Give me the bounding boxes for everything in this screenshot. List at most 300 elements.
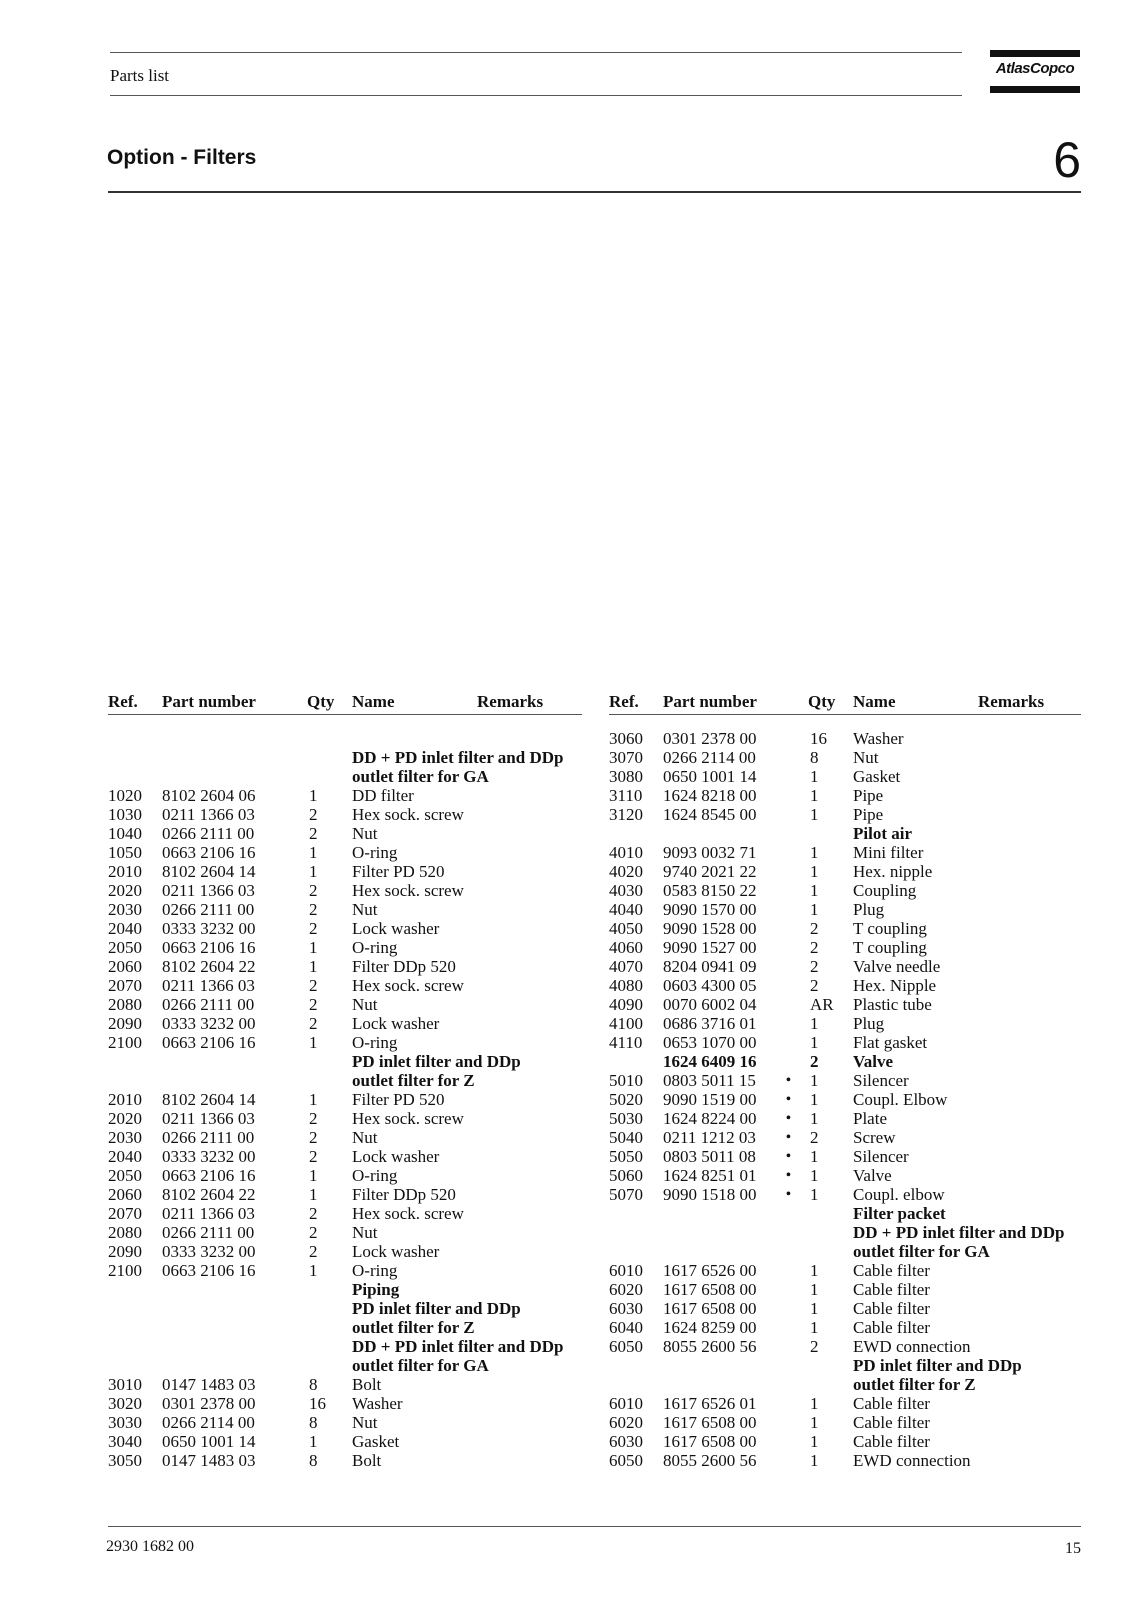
ref-cell: 5040: [609, 1128, 643, 1147]
qty-cell: 2: [309, 824, 318, 843]
part-number-cell: 0070 6002 04: [663, 995, 757, 1014]
part-number-cell: 0803 5011 08: [663, 1147, 756, 1166]
ref-cell: 3120: [609, 805, 643, 824]
part-number-cell: 0686 3716 01: [663, 1014, 757, 1033]
name-cell: Lock washer: [352, 1014, 440, 1033]
col-qty-header: Qty: [307, 692, 335, 711]
name-cell: Cable filter: [853, 1394, 930, 1413]
title-rule: [108, 191, 1081, 193]
table-row: [609, 843, 1081, 862]
part-number-cell: 0663 2106 16: [162, 1033, 256, 1052]
header-rule-bottom: [110, 95, 962, 96]
part-number-cell: 0147 1483 03: [162, 1375, 256, 1394]
qty-cell: 1: [810, 843, 819, 862]
ref-cell: 2050: [108, 1166, 142, 1185]
table-row: [108, 976, 582, 995]
table-row: [609, 1413, 1081, 1432]
ref-cell: 2020: [108, 881, 142, 900]
table-row: [609, 1280, 1081, 1299]
table-row: [609, 1014, 1081, 1033]
qty-cell: 1: [309, 1166, 318, 1185]
name-cell: DD + PD inlet filter and DDp: [853, 1223, 1065, 1242]
qty-cell: 1: [810, 862, 819, 881]
table-row: [108, 1356, 582, 1375]
name-cell: DD + PD inlet filter and DDp: [352, 1337, 564, 1356]
ref-cell: 6030: [609, 1299, 643, 1318]
table-row: [108, 843, 582, 862]
qty-cell: 1: [810, 1413, 819, 1432]
ref-cell: 2030: [108, 900, 142, 919]
ref-cell: 6010: [609, 1394, 643, 1413]
table-row: [609, 729, 1081, 748]
name-cell: Nut: [352, 824, 378, 843]
table-row: [609, 748, 1081, 767]
name-cell: Cable filter: [853, 1261, 930, 1280]
qty-cell: 2: [309, 805, 318, 824]
part-number-cell: 9093 0032 71: [663, 843, 757, 862]
bullet-mark: •: [786, 1092, 791, 1107]
part-number-cell: 1617 6508 00: [663, 1413, 757, 1432]
table-row: [108, 1280, 582, 1299]
ref-cell: 3010: [108, 1375, 142, 1394]
page-title: Option - Filters: [107, 146, 257, 169]
qty-cell: 2: [309, 1128, 318, 1147]
name-cell: Plug: [853, 1014, 885, 1033]
right-parts-table: [609, 729, 1081, 1470]
bullet-mark: •: [786, 1111, 791, 1126]
qty-cell: 16: [309, 1394, 326, 1413]
ref-cell: 2010: [108, 862, 142, 881]
table-row: [108, 1204, 582, 1223]
table-row: [609, 1033, 1081, 1052]
table-row: [108, 1261, 582, 1280]
name-cell: Flat gasket: [853, 1033, 928, 1052]
name-cell: EWD connection: [853, 1337, 971, 1356]
ref-cell: 5020: [609, 1090, 643, 1109]
table-row: [609, 919, 1081, 938]
ref-cell: 4090: [609, 995, 643, 1014]
qty-cell: 2: [810, 919, 819, 938]
ref-cell: 3060: [609, 729, 643, 748]
table-row: [108, 1071, 582, 1090]
left-parts-table: [108, 729, 582, 1470]
bullet-mark: •: [786, 1168, 791, 1183]
table-row: [609, 1394, 1081, 1413]
ref-cell: 2010: [108, 1090, 142, 1109]
footer-rule: [108, 1526, 1081, 1527]
table-row: [609, 1071, 1081, 1090]
name-cell: Cable filter: [853, 1299, 930, 1318]
name-cell: Nut: [853, 748, 879, 767]
ref-cell: 2050: [108, 938, 142, 957]
table-row: [609, 1090, 1081, 1109]
qty-cell: 2: [309, 1223, 318, 1242]
name-cell: Plate: [853, 1109, 887, 1128]
ref-cell: 4030: [609, 881, 643, 900]
col-part-header: Part number: [162, 692, 256, 711]
part-number-cell: 0266 2111 00: [162, 900, 255, 919]
name-cell: Silencer: [853, 1147, 909, 1166]
part-number-cell: 0803 5011 15: [663, 1071, 756, 1090]
table-row: [108, 862, 582, 881]
qty-cell: 2: [810, 957, 819, 976]
ref-cell: 1020: [108, 786, 142, 805]
table-row: [609, 995, 1081, 1014]
name-cell: Filter DDp 520: [352, 957, 456, 976]
qty-cell: 2: [810, 1337, 819, 1356]
part-number-cell: 0301 2378 00: [663, 729, 757, 748]
logo-bar-top: [990, 50, 1080, 57]
name-cell: outlet filter for Z: [352, 1318, 475, 1337]
ref-cell: 3110: [609, 786, 643, 805]
qty-cell: 1: [810, 1090, 819, 1109]
qty-cell: 2: [309, 881, 318, 900]
name-cell: Piping: [352, 1280, 400, 1299]
part-number-cell: 1624 8224 00: [663, 1109, 757, 1128]
qty-cell: 2: [810, 976, 819, 995]
name-cell: outlet filter for GA: [352, 1356, 489, 1375]
ref-cell: 5030: [609, 1109, 643, 1128]
ref-cell: 5010: [609, 1071, 643, 1090]
name-cell: Plastic tube: [853, 995, 932, 1014]
ref-cell: 2060: [108, 957, 142, 976]
table-row: [108, 1451, 582, 1470]
qty-cell: 8: [309, 1413, 318, 1432]
qty-cell: 2: [309, 995, 318, 1014]
col-remarks-header: Remarks: [978, 692, 1045, 711]
part-number-cell: 0211 1366 03: [162, 1204, 255, 1223]
name-cell: T coupling: [853, 938, 927, 957]
ref-cell: 6020: [609, 1280, 643, 1299]
ref-cell: 5050: [609, 1147, 643, 1166]
table-row: [108, 1166, 582, 1185]
table-row: [609, 1223, 1081, 1242]
table-row: [108, 957, 582, 976]
qty-cell: 1: [810, 1033, 819, 1052]
name-cell: Hex sock. screw: [352, 1204, 464, 1223]
name-cell: Nut: [352, 1128, 378, 1147]
ref-cell: 4070: [609, 957, 643, 976]
name-cell: Coupl. Elbow: [853, 1090, 948, 1109]
part-number-cell: 8102 2604 22: [162, 957, 256, 976]
name-cell: Cable filter: [853, 1280, 930, 1299]
qty-cell: 2: [309, 919, 318, 938]
part-number-cell: 0663 2106 16: [162, 938, 256, 957]
ref-cell: 4110: [609, 1033, 643, 1052]
ref-cell: 1040: [108, 824, 142, 843]
qty-cell: 1: [810, 1318, 819, 1337]
ref-cell: 3070: [609, 748, 643, 767]
part-number-cell: 8102 2604 14: [162, 862, 256, 881]
page-number: 15: [1065, 1540, 1081, 1557]
qty-cell: 1: [810, 805, 819, 824]
part-number-cell: 1624 6409 16: [663, 1052, 757, 1071]
part-number-cell: 1617 6508 00: [663, 1299, 757, 1318]
qty-cell: 2: [309, 1147, 318, 1166]
part-number-cell: 9090 1528 00: [663, 919, 757, 938]
name-cell: Lock washer: [352, 919, 440, 938]
ref-cell: 2090: [108, 1242, 142, 1261]
qty-cell: 1: [810, 1185, 819, 1204]
name-cell: Bolt: [352, 1375, 382, 1394]
table-row: [609, 1185, 1081, 1204]
qty-cell: 8: [309, 1375, 318, 1394]
name-cell: Cable filter: [853, 1413, 930, 1432]
name-cell: T coupling: [853, 919, 927, 938]
part-number-cell: 9090 1518 00: [663, 1185, 757, 1204]
part-number-cell: 0301 2378 00: [162, 1394, 256, 1413]
qty-cell: 8: [810, 748, 819, 767]
name-cell: O-ring: [352, 1261, 398, 1280]
name-cell: Cable filter: [853, 1318, 930, 1337]
qty-cell: 1: [309, 843, 318, 862]
part-number-cell: 0211 1366 03: [162, 881, 255, 900]
ref-cell: 2080: [108, 1223, 142, 1242]
qty-cell: 1: [810, 1071, 819, 1090]
part-number-cell: 0211 1212 03: [663, 1128, 756, 1147]
table-row: [609, 1432, 1081, 1451]
qty-cell: 1: [810, 900, 819, 919]
ref-cell: 2060: [108, 1185, 142, 1204]
name-cell: Filter PD 520: [352, 862, 445, 881]
part-number-cell: 8102 2604 14: [162, 1090, 256, 1109]
part-number-cell: 9090 1570 00: [663, 900, 757, 919]
qty-cell: 1: [309, 1090, 318, 1109]
qty-cell: 1: [309, 786, 318, 805]
table-row: [108, 729, 582, 748]
table-row: [108, 786, 582, 805]
part-number-cell: 0266 2111 00: [162, 995, 255, 1014]
qty-cell: 1: [810, 1166, 819, 1185]
table-row: [609, 1337, 1081, 1356]
ref-cell: 4010: [609, 843, 643, 862]
ref-cell: 3080: [609, 767, 643, 786]
table-row: [609, 1299, 1081, 1318]
ref-cell: 6040: [609, 1318, 643, 1337]
name-cell: Hex sock. screw: [352, 881, 464, 900]
table-row: [108, 1128, 582, 1147]
table-row: [609, 881, 1081, 900]
ref-cell: 4100: [609, 1014, 643, 1033]
table-row: [609, 1356, 1081, 1375]
part-number-cell: 1624 8259 00: [663, 1318, 757, 1337]
part-number-cell: 1617 6526 00: [663, 1261, 757, 1280]
name-cell: Coupling: [853, 881, 917, 900]
table-row: [108, 1109, 582, 1128]
part-number-cell: 0663 2106 16: [162, 843, 256, 862]
qty-cell: 1: [810, 767, 819, 786]
ref-cell: 6020: [609, 1413, 643, 1432]
part-number-cell: 1617 6508 00: [663, 1432, 757, 1451]
table-row: [108, 881, 582, 900]
col-qty-header: Qty: [808, 692, 836, 711]
table-row: [108, 1413, 582, 1432]
ref-cell: 4040: [609, 900, 643, 919]
table-row: [609, 1052, 1081, 1071]
name-cell: Cable filter: [853, 1432, 930, 1451]
name-cell: Valve: [853, 1166, 892, 1185]
table-row: [609, 938, 1081, 957]
part-number-cell: 0211 1366 03: [162, 976, 255, 995]
ref-cell: 2080: [108, 995, 142, 1014]
qty-cell: 1: [309, 938, 318, 957]
table-row: [609, 900, 1081, 919]
qty-cell: 2: [309, 1109, 318, 1128]
name-cell: Filter packet: [853, 1204, 946, 1223]
part-number-cell: 0333 3232 00: [162, 1014, 256, 1033]
part-number-cell: 0583 8150 22: [663, 881, 757, 900]
ref-cell: 2070: [108, 1204, 142, 1223]
part-number-cell: 1617 6508 00: [663, 1280, 757, 1299]
name-cell: Silencer: [853, 1071, 909, 1090]
name-cell: O-ring: [352, 938, 398, 957]
part-number-cell: 8102 2604 06: [162, 786, 256, 805]
qty-cell: 1: [810, 786, 819, 805]
ref-cell: 3020: [108, 1394, 142, 1413]
name-cell: Mini filter: [853, 843, 924, 862]
name-cell: Lock washer: [352, 1242, 440, 1261]
table-row: [609, 824, 1081, 843]
table-row: [609, 1204, 1081, 1223]
part-number-cell: 0333 3232 00: [162, 1242, 256, 1261]
table-row: [609, 1109, 1081, 1128]
table-row: [108, 1147, 582, 1166]
name-cell: PD inlet filter and DDp: [352, 1299, 521, 1318]
qty-cell: 8: [309, 1451, 318, 1470]
qty-cell: 2: [810, 1128, 819, 1147]
name-cell: outlet filter for Z: [853, 1375, 976, 1394]
table-row: [108, 995, 582, 1014]
name-cell: O-ring: [352, 843, 398, 862]
part-number-cell: 1624 8251 01: [663, 1166, 757, 1185]
ref-cell: 4080: [609, 976, 643, 995]
part-number-cell: 8102 2604 22: [162, 1185, 256, 1204]
table-row: [609, 805, 1081, 824]
part-number-cell: 0266 2111 00: [162, 1223, 255, 1242]
table-row: [609, 1375, 1081, 1394]
part-number-cell: 0266 2111 00: [162, 1128, 255, 1147]
name-cell: Nut: [352, 900, 378, 919]
name-cell: Gasket: [853, 767, 901, 786]
table-row: [108, 1375, 582, 1394]
table-row: [108, 767, 582, 786]
part-number-cell: 0650 1001 14: [162, 1432, 256, 1451]
table-row: [609, 1318, 1081, 1337]
name-cell: Washer: [853, 729, 904, 748]
part-number-cell: 1624 8545 00: [663, 805, 757, 824]
name-cell: PD inlet filter and DDp: [853, 1356, 1022, 1375]
table-row: [108, 1223, 582, 1242]
qty-cell: 16: [810, 729, 827, 748]
table-row: [108, 938, 582, 957]
col-ref-header: Ref.: [609, 692, 639, 711]
qty-cell: 1: [309, 1033, 318, 1052]
part-number-cell: 9090 1527 00: [663, 938, 757, 957]
col-name-header: Name: [853, 692, 896, 711]
part-number-cell: 0650 1001 14: [663, 767, 757, 786]
name-cell: Washer: [352, 1394, 403, 1413]
part-number-cell: 0663 2106 16: [162, 1261, 256, 1280]
name-cell: EWD connection: [853, 1451, 971, 1470]
ref-cell: 3050: [108, 1451, 142, 1470]
ref-cell: 1050: [108, 843, 142, 862]
part-number-cell: 8055 2600 56: [663, 1451, 757, 1470]
ref-cell: 2100: [108, 1261, 142, 1280]
ref-cell: 2040: [108, 1147, 142, 1166]
left-header-rule: [108, 714, 582, 715]
name-cell: Screw: [853, 1128, 896, 1147]
logo-text: AtlasCopco: [995, 60, 1075, 77]
table-row: [609, 1451, 1081, 1470]
header-label: Parts list: [110, 66, 170, 85]
bullet-mark: •: [786, 1073, 791, 1088]
name-cell: Hex sock. screw: [352, 1109, 464, 1128]
table-row: [609, 1166, 1081, 1185]
name-cell: Hex sock. screw: [352, 805, 464, 824]
part-number-cell: 9090 1519 00: [663, 1090, 757, 1109]
ref-cell: 2030: [108, 1128, 142, 1147]
bullet-mark: •: [786, 1130, 791, 1145]
part-number-cell: 0663 2106 16: [162, 1166, 256, 1185]
col-remarks-header: Remarks: [477, 692, 544, 711]
qty-cell: 1: [810, 1109, 819, 1128]
name-cell: Nut: [352, 1223, 378, 1242]
qty-cell: 1: [810, 1299, 819, 1318]
qty-cell: 1: [309, 862, 318, 881]
table-row: [609, 1242, 1081, 1261]
qty-cell: 1: [810, 1261, 819, 1280]
part-number-cell: 0211 1366 03: [162, 1109, 255, 1128]
qty-cell: 2: [309, 1204, 318, 1223]
name-cell: DD filter: [352, 786, 414, 805]
col-ref-header: Ref.: [108, 692, 138, 711]
name-cell: Pipe: [853, 805, 884, 824]
table-row: [108, 1318, 582, 1337]
qty-cell: 2: [810, 1052, 819, 1071]
table-row: [609, 786, 1081, 805]
qty-cell: 2: [810, 938, 819, 957]
table-row: [108, 919, 582, 938]
name-cell: PD inlet filter and DDp: [352, 1052, 521, 1071]
ref-cell: 3040: [108, 1432, 142, 1451]
ref-cell: 3030: [108, 1413, 142, 1432]
table-row: [108, 1185, 582, 1204]
qty-cell: 2: [309, 900, 318, 919]
part-number-cell: 0653 1070 00: [663, 1033, 757, 1052]
qty-cell: 1: [810, 1280, 819, 1299]
name-cell: Hex. nipple: [853, 862, 933, 881]
name-cell: Pilot air: [853, 824, 913, 843]
table-row: [108, 1090, 582, 1109]
part-number-cell: 1617 6526 01: [663, 1394, 757, 1413]
ref-cell: 5060: [609, 1166, 643, 1185]
part-number-cell: 1624 8218 00: [663, 786, 757, 805]
name-cell: outlet filter for GA: [853, 1242, 990, 1261]
table-row: [108, 1033, 582, 1052]
ref-cell: 4050: [609, 919, 643, 938]
ref-cell: 6050: [609, 1337, 643, 1356]
table-row: [108, 1242, 582, 1261]
qty-cell: 2: [309, 976, 318, 995]
right-header-rule: [609, 714, 1081, 715]
qty-cell: 2: [309, 1014, 318, 1033]
ref-cell: 6030: [609, 1432, 643, 1451]
ref-cell: 6050: [609, 1451, 643, 1470]
part-number-cell: 0266 2114 00: [663, 748, 756, 767]
table-row: [108, 748, 582, 767]
name-cell: Coupl. elbow: [853, 1185, 945, 1204]
name-cell: Nut: [352, 1413, 378, 1432]
